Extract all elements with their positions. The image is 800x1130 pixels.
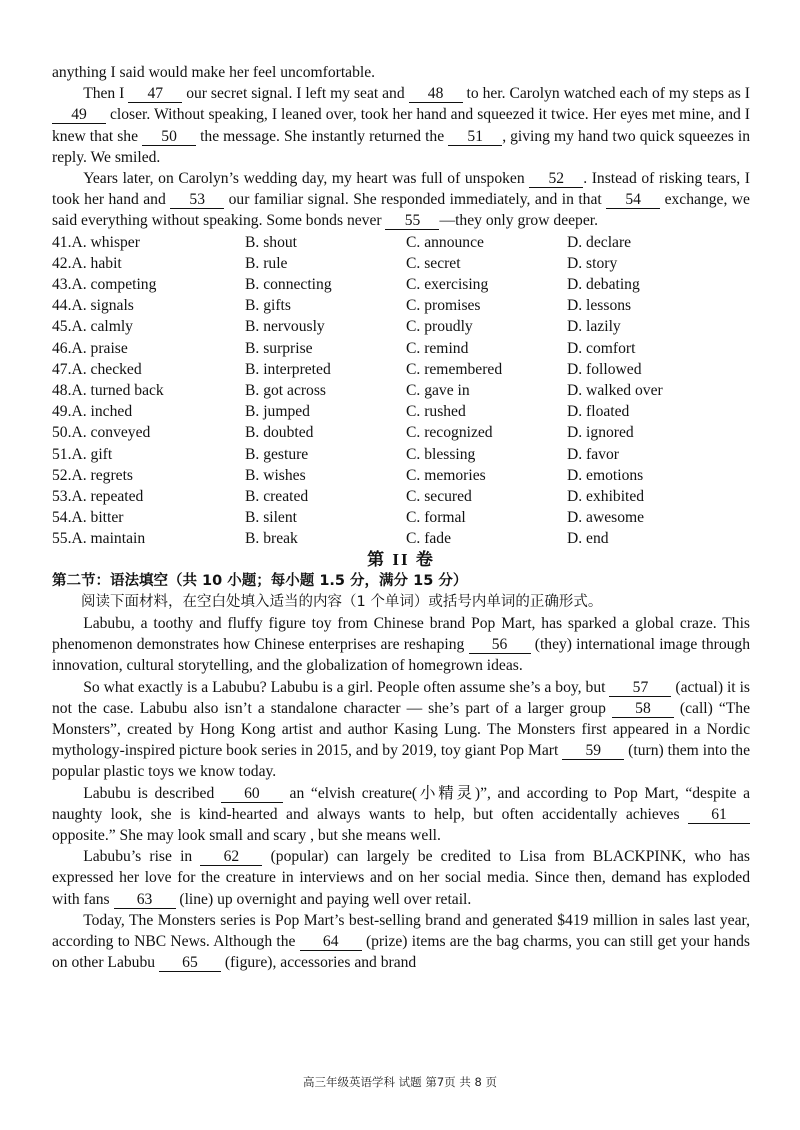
text-segment: Labubu is described — [83, 784, 221, 802]
option-choice: D. lessons — [567, 297, 632, 315]
option-choice: C. announce — [406, 233, 484, 251]
option-choice: D. declare — [567, 233, 632, 251]
option-row — [52, 232, 750, 253]
option-choice: B. surprise — [245, 339, 313, 357]
option-choice: D. ignored — [567, 424, 634, 442]
option-choice: 47.A. checked — [52, 360, 142, 378]
option-choice: C. memories — [406, 466, 486, 484]
option-choice: D. story — [567, 254, 618, 272]
option-row — [52, 316, 750, 337]
option-choice: 43.A. competing — [52, 276, 157, 293]
option-choice: C. rushed — [406, 403, 466, 421]
text-segment: Labubu, a toothy and fluffy figure toy from Chinese brand Pop Mart, has sparked a global craze. This phenomenon demonstrates how Chinese enterprises are reshaping — [52, 615, 750, 654]
text-segment: closer. Without speaking, I leaned over, took her hand and squeezed it twice. Her eyes met mine, and I knew that she — [52, 106, 750, 145]
option-row — [52, 507, 750, 528]
option-choice: 55.A. maintain — [52, 530, 146, 548]
passage-b-paragraph-5 — [52, 910, 750, 974]
option-choice: B. rule — [245, 254, 288, 272]
text-segment: exchange, we said everything without speaking. Some bonds never — [52, 191, 750, 230]
option-choice: C. proudly — [406, 318, 473, 336]
text-segment: (actual) it is not the case. Labubu also isn’t a standalone character — she’s part of a larger group — [52, 678, 750, 717]
option-choice: C. recognized — [406, 424, 493, 442]
option-row — [52, 422, 750, 443]
instruction: 阅读下面材料，在空白处填入适当的内容（1 个单词）或括号内单词的正确形式。 — [81, 593, 603, 610]
option-choice: B. created — [245, 487, 309, 505]
option-row — [52, 444, 750, 465]
text-segment: (line) up overnight and paying well over retail. — [175, 890, 472, 908]
blank-58: 58 — [612, 700, 674, 718]
text-segment: , giving my hand two quick squeezes in reply. We smiled. — [52, 127, 750, 166]
passage-b-paragraph-1 — [52, 613, 750, 677]
text-segment: . Instead of risking tears, I took her hand and — [52, 170, 750, 209]
text-segment: to her. Carolyn watched each of my steps as I — [462, 85, 750, 103]
option-choice: D. debating — [567, 276, 640, 293]
option-choice: 41.A. whisper — [52, 233, 140, 251]
option-row — [52, 486, 750, 507]
text-segment: our familiar signal. She responded immediately, and in that — [224, 191, 607, 209]
blank-64: 64 — [300, 933, 362, 951]
text-segment: (prize) items are the bag charms, you can still get your hands on other Labubu — [52, 933, 750, 972]
option-choice: D. favor — [567, 445, 619, 463]
option-choice: 50.A. conveyed — [52, 424, 151, 442]
options-list — [52, 232, 750, 550]
text-segment: (turn) them into the popular plastic toys we know today. — [52, 742, 750, 781]
blank-61: 61 — [688, 806, 750, 824]
blank-47: 47 — [128, 85, 182, 103]
blank-53: 53 — [170, 191, 224, 209]
option-row — [52, 401, 750, 422]
blank-55: 55 — [385, 212, 439, 230]
option-row — [52, 528, 750, 549]
option-row — [52, 274, 750, 295]
text-segment: our secret signal. I left my seat and — [182, 85, 409, 103]
option-choice: B. doubted — [245, 424, 314, 442]
option-choice: D. comfort — [567, 339, 636, 357]
option-choice: C. secured — [406, 487, 472, 505]
blank-54: 54 — [606, 191, 660, 209]
blank-60: 60 — [221, 785, 283, 803]
option-choice: D. exhibited — [567, 487, 645, 505]
option-row — [52, 295, 750, 316]
text-segment: opposite.” She may look small and scary , but she means well. — [52, 827, 441, 845]
option-row — [52, 380, 750, 401]
blank-65: 65 — [159, 954, 221, 972]
option-choice: 45.A. calmly — [52, 318, 133, 336]
blank-52: 52 — [529, 170, 583, 188]
option-choice: B. silent — [245, 509, 297, 527]
option-choice: 51.A. gift — [52, 445, 113, 463]
option-choice: B. wishes — [245, 466, 306, 484]
text-segment: (they) international image through innovation, cultural storytelling, and the globalization of homegrown ideas. — [52, 636, 751, 675]
text-segment: (popular) can largely be credited to Lisa from BLACKPINK, who has expressed her love for the creature in interviews and on her social media. Since then, demand has exploded with fans — [52, 848, 751, 908]
volume-title: 第 II 卷 — [367, 550, 435, 570]
page-footer: 高三年级英语学科 试题 第7页 共 8 页 — [303, 1075, 497, 1089]
option-choice: D. end — [567, 530, 609, 548]
option-choice: D. lazily — [567, 318, 621, 336]
blank-51: 51 — [448, 128, 502, 146]
option-row — [52, 253, 750, 274]
option-choice: B. break — [245, 530, 298, 548]
text-segment: (call) “The Monsters”, created by Hong Kong artist and author Kasing Lung. The Monsters first appeared in a Nordic mythology-inspired picture book series in 2015, and by 2019, toy giant Pop Mart — [52, 699, 750, 760]
option-choice: D. walked over — [567, 381, 663, 399]
blank-62: 62 — [200, 848, 262, 866]
blank-56: 56 — [469, 636, 531, 654]
option-row — [52, 465, 750, 486]
option-choice: 46.A. praise — [52, 339, 128, 357]
section-heading: 第二节：语法填空（共 10 小题；每小题 1.5 分，满分 15 分） — [52, 572, 468, 589]
option-choice: C. gave in — [406, 381, 470, 399]
option-choice: D. followed — [567, 360, 642, 378]
option-choice: 53.A. repeated — [52, 487, 144, 505]
option-choice: B. interpreted — [245, 360, 331, 378]
option-choice: C. fade — [406, 530, 452, 548]
option-choice: 52.A. regrets — [52, 466, 133, 484]
blank-63: 63 — [114, 891, 176, 909]
passage-a-line0: anything I said would make her feel uncomfortable. — [52, 64, 376, 81]
option-row — [52, 359, 750, 380]
option-choice: D. floated — [567, 403, 630, 421]
text-segment: —they only grow deeper. — [439, 212, 598, 230]
passage-a-paragraph-2 — [52, 168, 750, 232]
option-choice: B. shout — [245, 233, 297, 251]
blank-50: 50 — [142, 128, 196, 146]
option-choice: B. nervously — [245, 318, 325, 336]
passage-a-paragraph-1 — [52, 83, 750, 168]
blank-49: 49 — [52, 106, 106, 124]
passage-b-paragraph-3 — [52, 783, 750, 847]
option-choice: C. remembered — [406, 360, 503, 378]
option-choice: C. blessing — [406, 445, 476, 463]
text-segment: the message. She instantly returned the — [196, 127, 449, 145]
option-choice: C. remind — [406, 339, 469, 357]
text-segment: Then I — [83, 85, 129, 103]
text-segment: Labubu’s rise in — [83, 848, 201, 866]
option-choice: B. gifts — [245, 297, 291, 315]
option-choice: 48.A. turned back — [52, 381, 164, 399]
option-choice: 49.A. inched — [52, 403, 133, 421]
passage-b-paragraph-4 — [52, 846, 750, 910]
option-choice: D. awesome — [567, 509, 645, 527]
text-segment: Years later, on Carolyn’s wedding day, my heart was full of unspoken — [83, 170, 530, 188]
option-choice: B. connecting — [245, 276, 332, 293]
blank-57: 57 — [609, 679, 671, 697]
blank-59: 59 — [562, 742, 624, 760]
option-choice: B. jumped — [245, 403, 310, 421]
option-choice: C. exercising — [406, 276, 489, 293]
option-row — [52, 338, 750, 359]
option-choice: 54.A. bitter — [52, 509, 124, 527]
blank-48: 48 — [409, 85, 463, 103]
option-choice: 42.A. habit — [52, 254, 122, 272]
option-choice: B. got across — [245, 381, 326, 399]
option-choice: C. formal — [406, 509, 466, 527]
option-choice: B. gesture — [245, 445, 309, 463]
option-choice: D. emotions — [567, 466, 644, 484]
passage-b-paragraph-2 — [52, 677, 750, 783]
option-choice: 44.A. signals — [52, 297, 134, 315]
text-segment: Today, The Monsters series is Pop Mart’s best-selling brand and generated $419 million in sales last year, according to NBC News. Although the — [52, 911, 750, 951]
option-choice: C. secret — [406, 254, 461, 272]
text-segment: an “elvish creature(小精灵)”, and according to Pop Mart, “despite a naughty look, she is kind-hearted and always wants to help, but often accidentally achieves — [52, 784, 750, 823]
option-choice: C. promises — [406, 297, 481, 315]
text-segment: So what exactly is a Labubu? Labubu is a girl. People often assume she’s a boy, but — [83, 678, 610, 696]
text-segment: (figure), accessories and brand — [220, 954, 417, 972]
